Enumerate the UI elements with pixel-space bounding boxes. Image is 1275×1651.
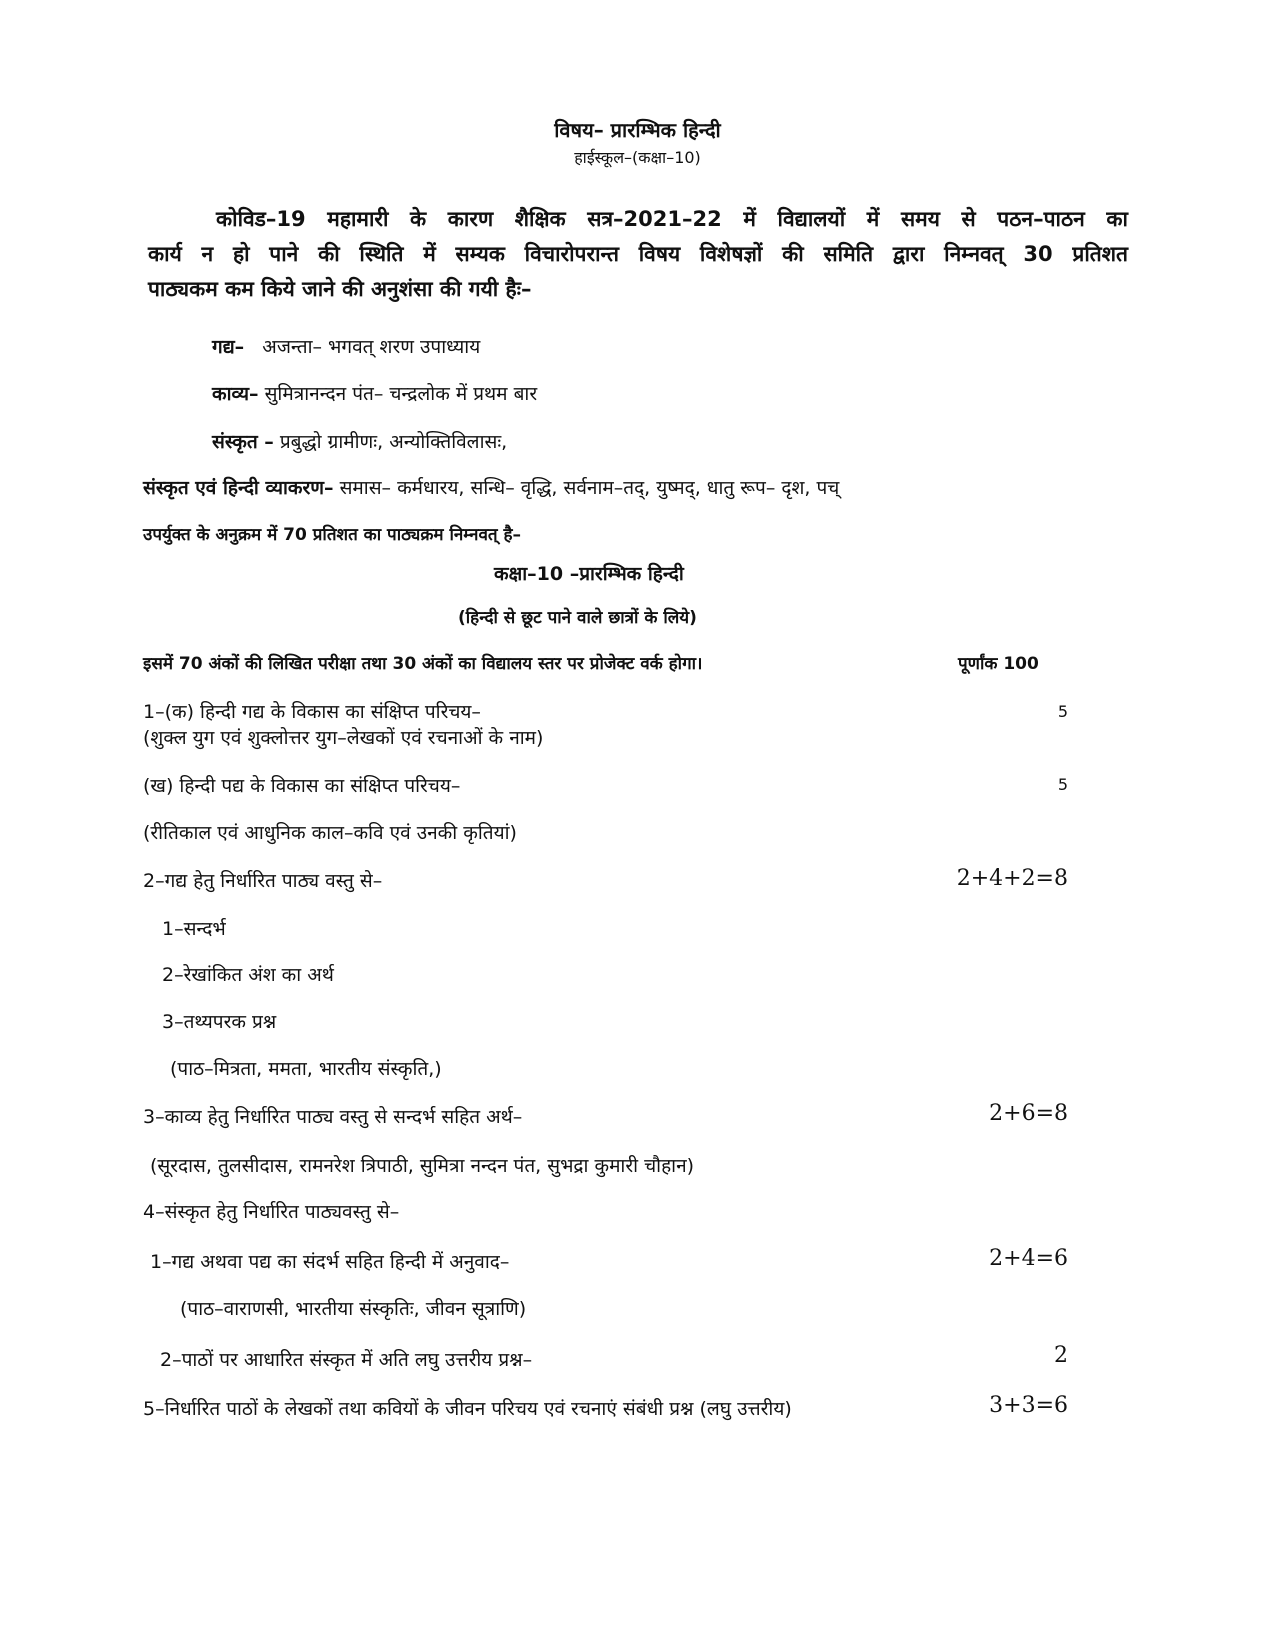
intro-paragraph <box>148 202 1128 307</box>
intro-line: कार्य न हो पाने की स्थिति में सम्यक विचारोपरान्त विषय विशेषज्ञों की समिति द्वारा निम्नवत् 30 प्रतिशत <box>148 242 1128 266</box>
item-5: 5–निर्धारित पाठों के लेखकों तथा कवियों के जीवन परिचय एवं रचनाएं संबंधी प्रश्न (लघु उत्तरीय) <box>143 1398 792 1420</box>
item-4-sub2-marks: 2 <box>1054 1343 1068 1368</box>
item-4-sub-note: (पाठ–वाराणसी, भारतीया संस्कृतिः, जीवन सूत्राणि) <box>180 1298 527 1320</box>
reduced-item-grammar <box>143 474 839 500</box>
reduced-item-prose <box>212 333 480 359</box>
item-4-sub: 1–गद्य अथवा पद्य का संदर्भ सहित हिन्दी में अनुवाद– <box>150 1251 510 1273</box>
reduced-item-sanskrit <box>212 428 507 454</box>
intro-line: पाठ्यकम कम किये जाने की अनुशंसा की गयी हैः– <box>148 277 532 301</box>
syllabus-note: उपर्युक्त के अनुक्रम में 70 प्रतिशत का पाठ्यक्रम निम्नवत् है– <box>143 525 522 545</box>
item-2-note: (पाठ–मित्रता, ममता, भारतीय संस्कृति,) <box>170 1058 442 1080</box>
reduced-label: संस्कृत एवं हिन्दी व्याकरण– <box>143 477 334 499</box>
reduced-label: गद्य– <box>212 336 245 358</box>
item-4-sub-marks: 2+4=6 <box>989 1246 1068 1271</box>
syllabus-title: कक्षा–10 –प्रारम्भिक हिन्दी <box>494 563 684 585</box>
item-1a-note: (शुक्ल युग एवं शुक्लोत्तर युग–लेखकों एवं रचनाओं के नाम) <box>143 727 544 749</box>
item-3: 3–काव्य हेतु निर्धारित पाठ्य वस्तु से सन्दर्भ सहित अर्थ– <box>143 1106 523 1128</box>
item-3-marks: 2+6=8 <box>989 1101 1068 1126</box>
reduced-value: सुमित्रानन्दन पंत– चन्द्रलोक में प्रथम बार <box>264 383 538 405</box>
item-1a-marks: 5 <box>1057 702 1068 721</box>
page-title: विषय– प्रारम्भिक हिन्दी <box>554 118 721 142</box>
syllabus-subtitle: (हिन्दी से छूट पाने वाले छात्रों के लिये) <box>458 608 697 628</box>
total-marks: पूर्णांक 100 <box>958 654 1039 674</box>
intro-line: कोविड–19 महामारी के कारण शैक्षिक सत्र–2021–22 में विद्यालयों में समय से पठन–पाठन का <box>216 207 1128 231</box>
item-1b-marks: 5 <box>1057 775 1068 794</box>
item-2-sub: 1–सन्दर्भ <box>162 918 226 940</box>
item-2-sub: 2–रेखांकित अंश का अर्थ <box>162 964 334 986</box>
item-2-marks: 2+4+2=8 <box>956 866 1068 891</box>
item-4: 4–संस्कृत हेतु निर्धारित पाठ्यवस्तु से– <box>143 1201 400 1223</box>
reduced-value: समास– कर्मधारय, सन्धि– वृद्धि, सर्वनाम–तद्, युष्मद्, धातु रूप– दृश, पच् <box>339 477 840 499</box>
reduced-item-poetry <box>212 380 537 406</box>
reduced-value: प्रबुद्धो ग्रामीणः, अन्योक्तिविलासः, <box>279 431 508 453</box>
item-4-sub: 2–पाठों पर आधारित संस्कृत में अति लघु उत्तरीय प्रश्न– <box>160 1349 533 1371</box>
item-2: 2–गद्य हेतु निर्धारित पाठ्य वस्तु से– <box>143 870 383 892</box>
page-subtitle: हाईस्कूल–(कक्षा–10) <box>574 148 701 167</box>
reduced-value: अजन्ता– भगवत् शरण उपाध्याय <box>262 336 481 358</box>
item-5-marks: 3+3=6 <box>989 1393 1068 1418</box>
item-3-note: (सूरदास, तुलसीदास, रामनरेश त्रिपाठी, सुमित्रा नन्दन पंत, सुभद्रा कुमारी चौहान) <box>150 1155 695 1177</box>
reduced-label: काव्य– <box>212 383 259 405</box>
reduced-label: संस्कृत – <box>212 431 274 453</box>
item-1a: 1–(क) हिन्दी गद्य के विकास का संक्षिप्त परिचय– <box>143 701 481 723</box>
exam-line: इसमें 70 अंकों की लिखित परीक्षा तथा 30 अंकों का विद्यालय स्तर पर प्रोजेक्ट वर्क होगा। <box>143 654 703 674</box>
item-1b: (ख) हिन्दी पद्य के विकास का संक्षिप्त परिचय– <box>143 775 461 797</box>
item-1b-note: (रीतिकाल एवं आधुनिक काल–कवि एवं उनकी कृतियां) <box>143 822 517 844</box>
item-2-sub: 3–तथ्यपरक प्रश्न <box>162 1011 277 1033</box>
